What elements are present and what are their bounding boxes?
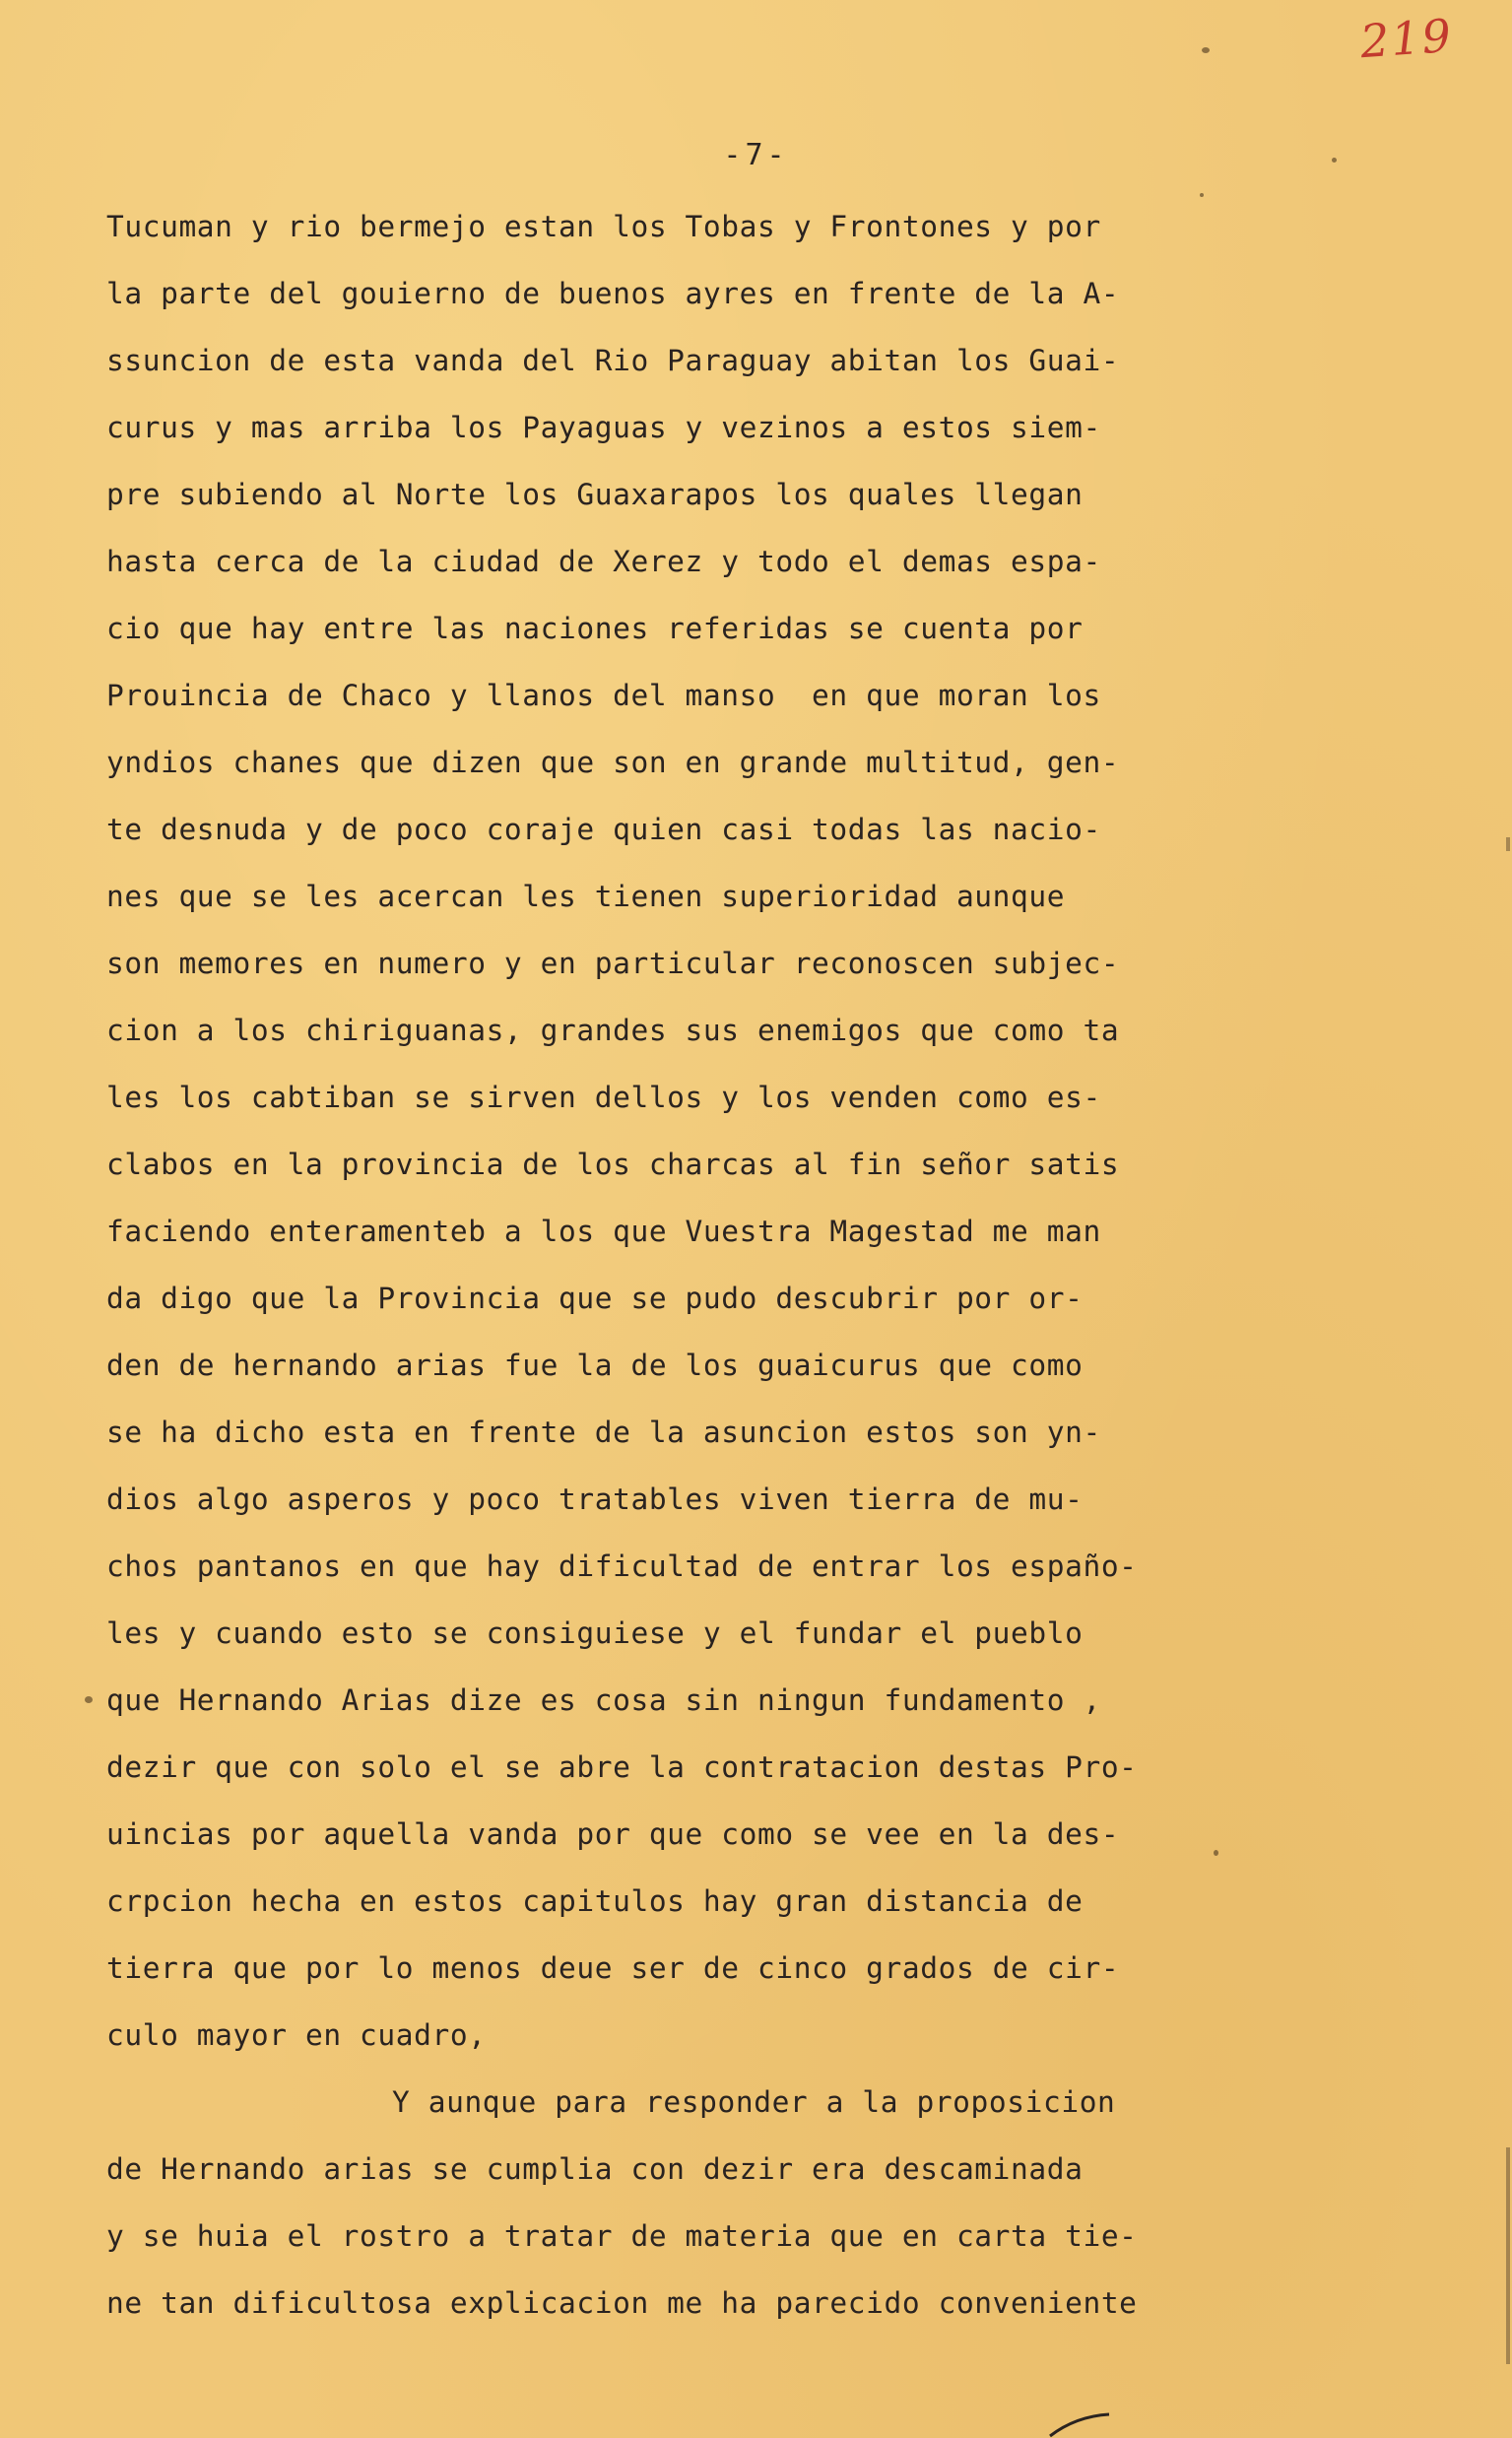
text-line: que Hernando Arias dize es cosa sin ningun fundamento ,	[106, 1683, 1101, 1717]
paragraph-start-line: Y aunque para responder a la proposicion	[392, 2085, 1116, 2119]
text-line: pre subiendo al Norte los Guaxarapos los quales llegan	[106, 478, 1084, 511]
text-line: den de hernando arias fue la de los guaicurus que como	[106, 1349, 1084, 1382]
text-line: te desnuda y de poco coraje quien casi todas las nacio-	[106, 813, 1101, 846]
ink-speck	[1332, 158, 1337, 163]
ink-speck	[1202, 47, 1210, 53]
text-line: nes que se les acercan les tienen superioridad aunque	[106, 880, 1066, 913]
text-line: faciendo enteramenteb a los que Vuestra Magestad me man	[106, 1215, 1101, 1248]
paper-edge-mark	[1506, 2147, 1510, 2364]
text-line: les y cuando esto se consiguiese y el fundar el pueblo	[106, 1616, 1084, 1650]
text-line: les los cabtiban se sirven dellos y los venden como es-	[106, 1081, 1101, 1114]
text-line: curus y mas arriba los Payaguas y vezinos a estos siem-	[106, 411, 1101, 444]
pen-stroke-mark	[1046, 2410, 1115, 2438]
text-line: ssuncion de esta vanda del Rio Paraguay abitan los Guai-	[106, 344, 1120, 377]
text-line: ne tan dificultosa explicacion me ha parecido conveniente	[106, 2286, 1138, 2320]
text-line: hasta cerca de la ciudad de Xerez y todo el demas espa-	[106, 545, 1101, 578]
text-line: crpcion hecha en estos capitulos hay gran distancia de	[106, 1884, 1084, 1918]
ink-speck	[85, 1696, 93, 1703]
text-line: cio que hay entre las naciones referidas se cuenta por	[106, 612, 1084, 645]
text-line: la parte del gouierno de buenos ayres en frente de la A-	[106, 277, 1120, 310]
text-line: uincias por aquella vanda por que como se vee en la des-	[106, 1817, 1120, 1851]
ink-speck	[1200, 193, 1204, 197]
text-line: cion a los chiriguanas, grandes sus enemigos que como ta	[106, 1014, 1120, 1047]
text-line: y se huia el rostro a tratar de materia que en carta tie-	[106, 2219, 1138, 2253]
page-number: -7-	[723, 138, 789, 172]
text-line: son memores en numero y en particular reconoscen subjec-	[106, 947, 1120, 980]
text-line: Tucuman y rio bermejo estan los Tobas y Frontones y por	[106, 210, 1101, 243]
text-line: culo mayor en cuadro,	[106, 2018, 487, 2052]
text-line: yndios chanes que dizen que son en grande multitud, gen-	[106, 746, 1120, 779]
paper-edge-mark	[1506, 837, 1510, 851]
ink-speck	[1214, 1850, 1218, 1856]
folio-number: 219	[1358, 8, 1455, 69]
text-line: se ha dicho esta en frente de la asuncion estos son yn-	[106, 1416, 1101, 1449]
text-line: da digo que la Provincia que se pudo descubrir por or-	[106, 1282, 1084, 1315]
text-line: dios algo asperos y poco tratables viven tierra de mu-	[106, 1483, 1084, 1516]
body-text	[106, 193, 1269, 2337]
text-line: de Hernando arias se cumplia con dezir era descaminada	[106, 2152, 1084, 2186]
text-line: clabos en la provincia de los charcas al fin señor satis	[106, 1148, 1120, 1181]
text-line: tierra que por lo menos deue ser de cinco grados de cir-	[106, 1951, 1120, 1985]
text-line: chos pantanos en que hay dificultad de entrar los españo-	[106, 1549, 1138, 1583]
text-line: dezir que con solo el se abre la contratacion destas Pro-	[106, 1750, 1138, 1784]
text-line: Prouincia de Chaco y llanos del manso en que moran los	[106, 679, 1101, 712]
